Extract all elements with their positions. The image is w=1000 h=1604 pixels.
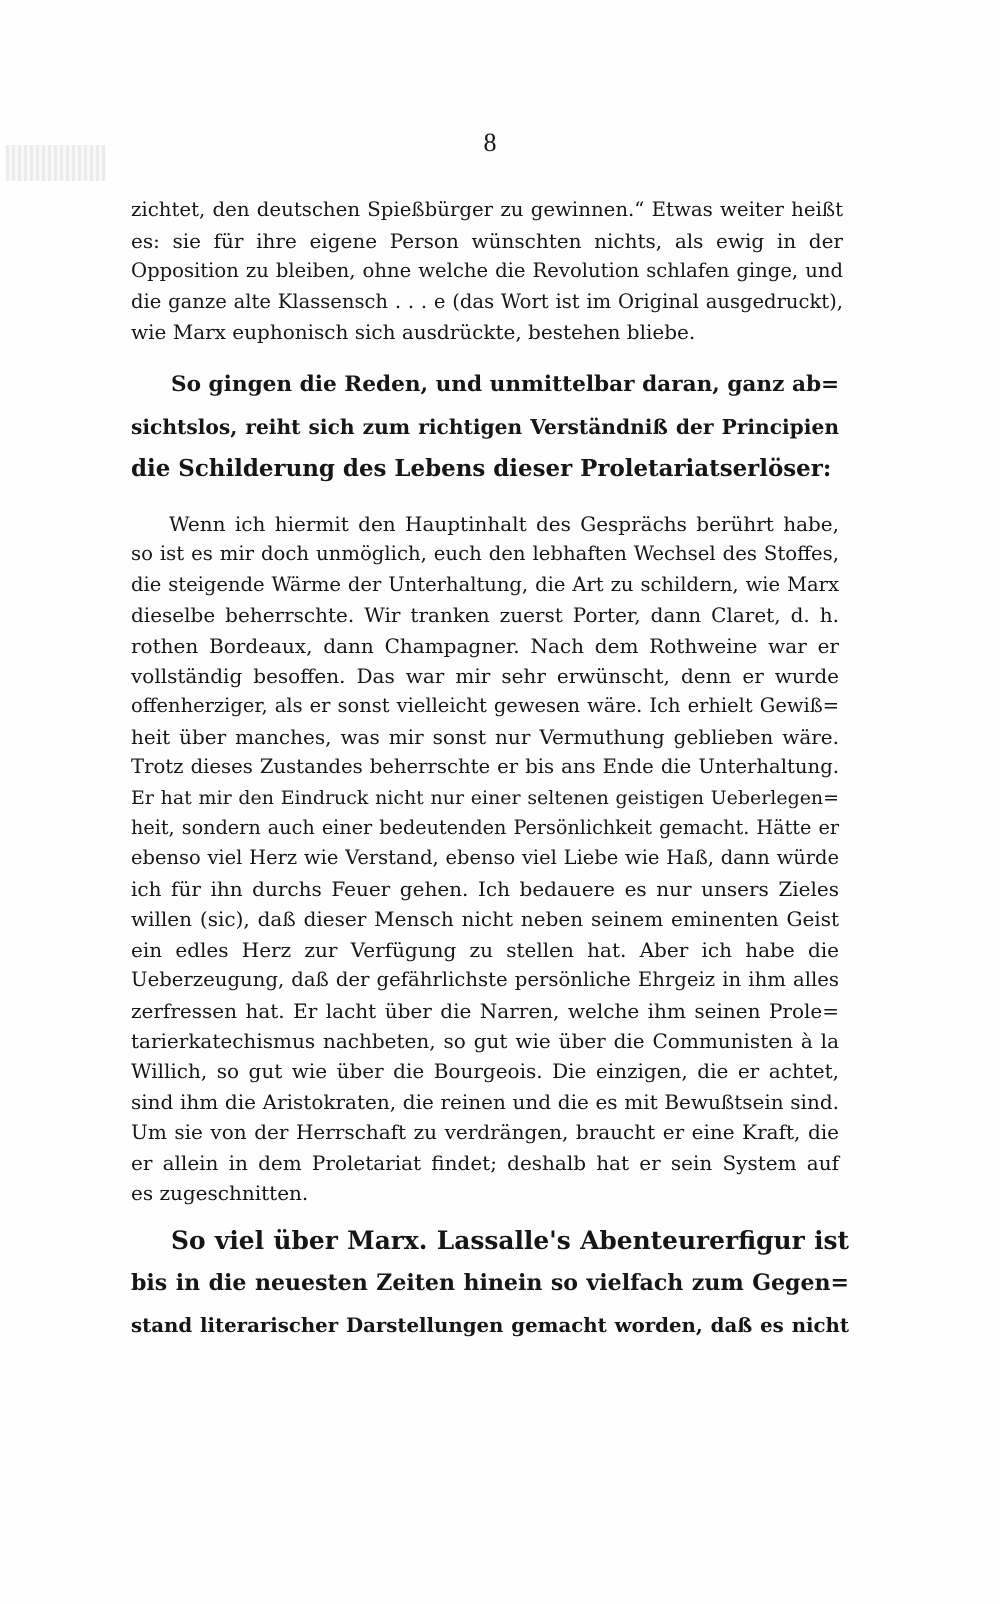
text-line: wie Marx euphonisch sich ausdrückte, bestehen bliebe. bbox=[131, 320, 696, 344]
text-line: So viel über Marx. Lassalle's Abenteurerfigur ist bbox=[171, 1226, 849, 1255]
text-line: Ueberzeugung, daß der gefährlichste persönliche Ehrgeiz in ihm alles bbox=[131, 968, 839, 992]
text-line: die steigende Wärme der Unterhaltung, die Art zu schildern, wie Marx bbox=[131, 572, 839, 596]
text-line: Um sie von der Herrschaft zu verdrängen, braucht er eine Kraft, die bbox=[131, 1120, 839, 1145]
text-line: Opposition zu bleiben, ohne welche die Revolution schlafen ginge, und bbox=[131, 259, 843, 282]
text-line: Er hat mir den Eindruck nicht nur einer seltenen geistigen Ueberlegen= bbox=[131, 786, 839, 809]
text-line: sind ihm die Aristokraten, die reinen und die es mit Bewußtsein sind. bbox=[131, 1089, 839, 1114]
text-line: er allein in dem Proletariat findet; deshalb hat er sein System auf bbox=[131, 1150, 839, 1175]
text-line: die Schilderung des Lebens dieser Proletariatserlöser: bbox=[131, 455, 832, 482]
text-line: so ist es mir doch unmöglich, euch den lebhaften Wechsel des Stoffes, bbox=[131, 542, 839, 566]
text-line: heit über manches, was mir sonst nur Vermuthung geblieben wäre. bbox=[131, 724, 839, 749]
text-line: willen (sic), daß dieser Mensch nicht neben seinem eminenten Geist bbox=[131, 907, 839, 932]
text-line: Trotz dieses Zustandes beherrschte er bis ans Ende die Unterhaltung. bbox=[131, 755, 839, 779]
page-number: 8 bbox=[483, 128, 497, 157]
text-line: zichtet, den deutschen Spießbürger zu gewinnen.“ Etwas weiter heißt bbox=[131, 198, 843, 221]
text-line: stand literarischer Darstellungen gemacht worden, daß es nicht bbox=[131, 1313, 849, 1337]
paragraph-narrative-intro bbox=[131, 364, 839, 490]
text-line: tarierkatechismus nachbeten, so gut wie über die Communisten à la bbox=[131, 1028, 839, 1053]
text-line: dieselbe beherrschte. Wir tranken zuerst Porter, dann Claret, d. h. bbox=[131, 603, 839, 628]
text-line: offenherziger, als er sonst vielleicht gewesen wäre. Ich erhielt Gewiß= bbox=[131, 694, 839, 718]
text-line: bis in die neuesten Zeiten hinein so vielfach zum Gegen= bbox=[131, 1270, 849, 1296]
text-line: ich für ihn durchs Feuer gehen. Ich bedauere es nur unsers Zieles bbox=[131, 876, 839, 901]
text-line: Wenn ich hiermit den Hauptinhalt des Gesprächs berührt habe, bbox=[169, 512, 839, 536]
text-line: sichtslos, reiht sich zum richtigen Verständniß der Principien bbox=[131, 415, 839, 439]
paragraph-lassalle-intro bbox=[131, 1220, 849, 1346]
text-line: heit, sondern auch einer bedeutenden Persönlichkeit gemacht. Hätte er bbox=[131, 816, 839, 840]
text-line: es: sie für ihre eigene Person wünschten nichts, als ewig in der bbox=[131, 228, 843, 253]
paragraph-quoted-report bbox=[131, 509, 839, 1208]
text-line: rothen Bordeaux, dann Champagner. Nach dem Rothweine war er bbox=[131, 633, 839, 658]
text-line: So gingen die Reden, und unmittelbar daran, ganz ab= bbox=[171, 372, 840, 397]
text-line: Willich, so gut wie über die Bourgeois. Die einzigen, die er achtet, bbox=[131, 1059, 839, 1084]
text-line: vollständig besoffen. Das war mir sehr erwünscht, denn er wurde bbox=[131, 664, 839, 689]
text-line: ein edles Herz zur Verfügung zu stellen hat. Aber ich habe die bbox=[131, 937, 839, 962]
text-line: es zugeschnitten. bbox=[131, 1180, 309, 1205]
text-line: die ganze alte Klassensch . . . e (das Wort ist im Original ausgedruckt), bbox=[131, 289, 843, 313]
text-line: ebenso viel Herz wie Verstand, ebenso viel Liebe wie Haß, dann würde bbox=[131, 846, 839, 870]
text-line: zerfressen hat. Er lacht über die Narren, welche ihm seinen Prole= bbox=[131, 998, 839, 1023]
paragraph-quote-end bbox=[131, 195, 843, 348]
